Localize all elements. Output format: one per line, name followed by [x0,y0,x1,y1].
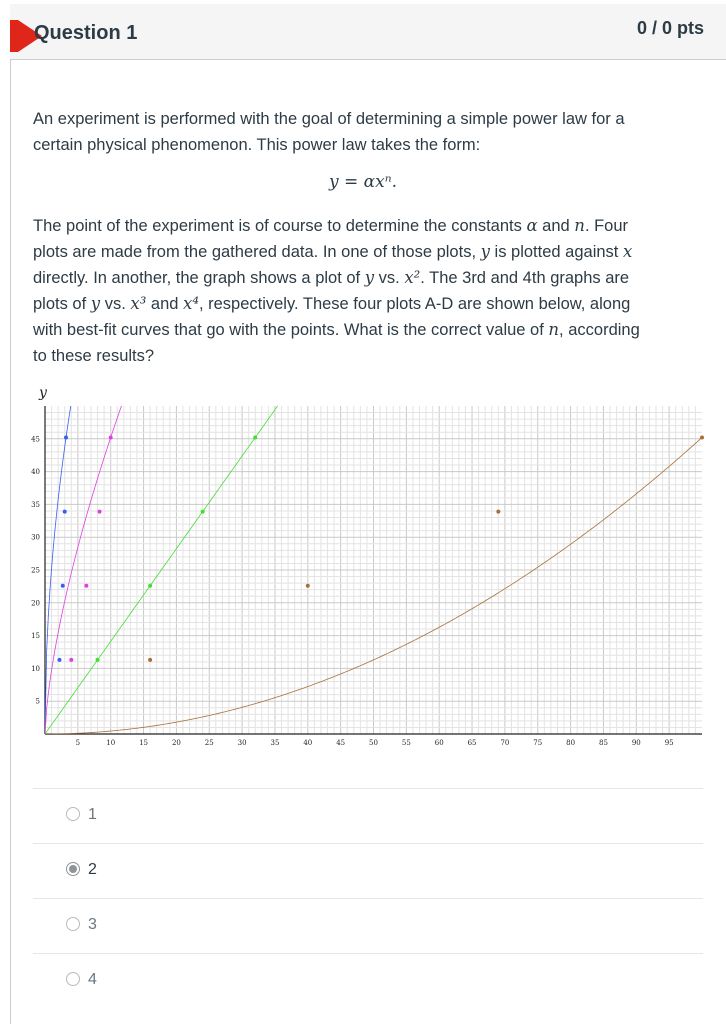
radio-button-selected[interactable] [66,862,80,876]
question-points: 0 / 0 pts [636,18,704,38]
data-point-brown [496,510,500,514]
x-tick-label: 25 [204,739,214,747]
answer-label: 4 [88,971,97,988]
answer-label: 2 [88,861,97,878]
answer-label: 3 [88,916,97,933]
data-point-magenta [69,658,73,662]
data-point-green [96,658,100,662]
answer-list [33,788,703,1008]
answer-option-4[interactable] [33,953,703,1008]
x-tick-label: 80 [566,739,576,747]
answer-option-1[interactable] [33,788,703,843]
x-tick-label: 85 [598,739,608,747]
x-tick-label: 95 [664,739,674,747]
x-tick-label: 55 [401,739,411,747]
answer-option-3[interactable] [33,898,703,953]
data-point-brown [700,435,704,439]
radio-button[interactable] [66,972,80,986]
data-point-blue [61,584,65,588]
x-tick-label: 15 [139,739,149,747]
data-point-blue [63,510,67,514]
y-tick-label: 25 [31,566,40,575]
data-point-magenta [98,510,102,514]
y-tick-label: 20 [31,599,40,608]
data-point-blue [64,435,68,439]
y-tick-label: 5 [35,697,40,706]
x-tick-label: 60 [434,739,444,747]
radio-button[interactable] [66,917,80,931]
y-tick-label: 45 [31,435,40,444]
chart-svg [28,382,708,754]
answer-option-2[interactable] [33,843,703,898]
x-tick-label: 70 [500,739,510,747]
answer-label: 1 [88,806,97,823]
x-tick-label: 65 [467,739,477,747]
question-paragraph-1 [33,106,703,158]
y-tick-label: 40 [31,468,40,477]
data-point-green [201,510,205,514]
y-tick-label: 35 [31,500,40,509]
x-tick-label: 50 [369,739,378,747]
data-point-magenta [84,584,88,588]
x-tick-label: 5 [75,739,81,747]
radio-button[interactable] [66,807,80,821]
x-tick-label: 45 [336,739,346,747]
power-law-chart [28,382,708,754]
data-point-magenta [109,435,113,439]
y-tick-label: 10 [31,664,40,673]
x-tick-label: 30 [237,739,247,747]
question-title: Question 1 [34,22,138,44]
data-point-brown [148,658,152,662]
x-tick-label: 20 [171,739,181,747]
power-law-equation: y = αxⁿ. [328,172,398,192]
x-tick-label: 75 [533,739,543,747]
data-point-green [253,435,257,439]
data-point-blue [57,658,61,662]
data-point-brown [306,584,310,588]
paragraph-line: certain physical phenomenon. This power law takes the form: [33,136,481,154]
x-tick-label: 10 [106,739,116,747]
x-tick-label: 35 [270,739,280,747]
data-point-green [148,584,152,588]
y-axis-label: y [39,385,47,401]
question-flag[interactable] [10,20,18,52]
paragraph-line: An experiment is performed with the goal of determining a simple power law for a [33,110,625,128]
y-tick-label: 30 [31,533,40,542]
question-header [10,4,726,60]
question-paragraph-2: The point of the experiment is of course to determine the constants α and n. Four plots are made from the gathered data. In one of those plots, y is plotted against x directly. In another, the graph shows a plot of y vs. x². The 3rd and 4th graphs are plots of y vs. x³ and x⁴, respectively. These four plots A-D are shown below, along with best-fit curves that go with the points. What is the correct value of n, according to these results? [33,216,640,365]
x-tick-label: 90 [631,739,641,747]
y-tick-label: 15 [31,632,40,641]
x-tick-label: 40 [303,739,313,747]
